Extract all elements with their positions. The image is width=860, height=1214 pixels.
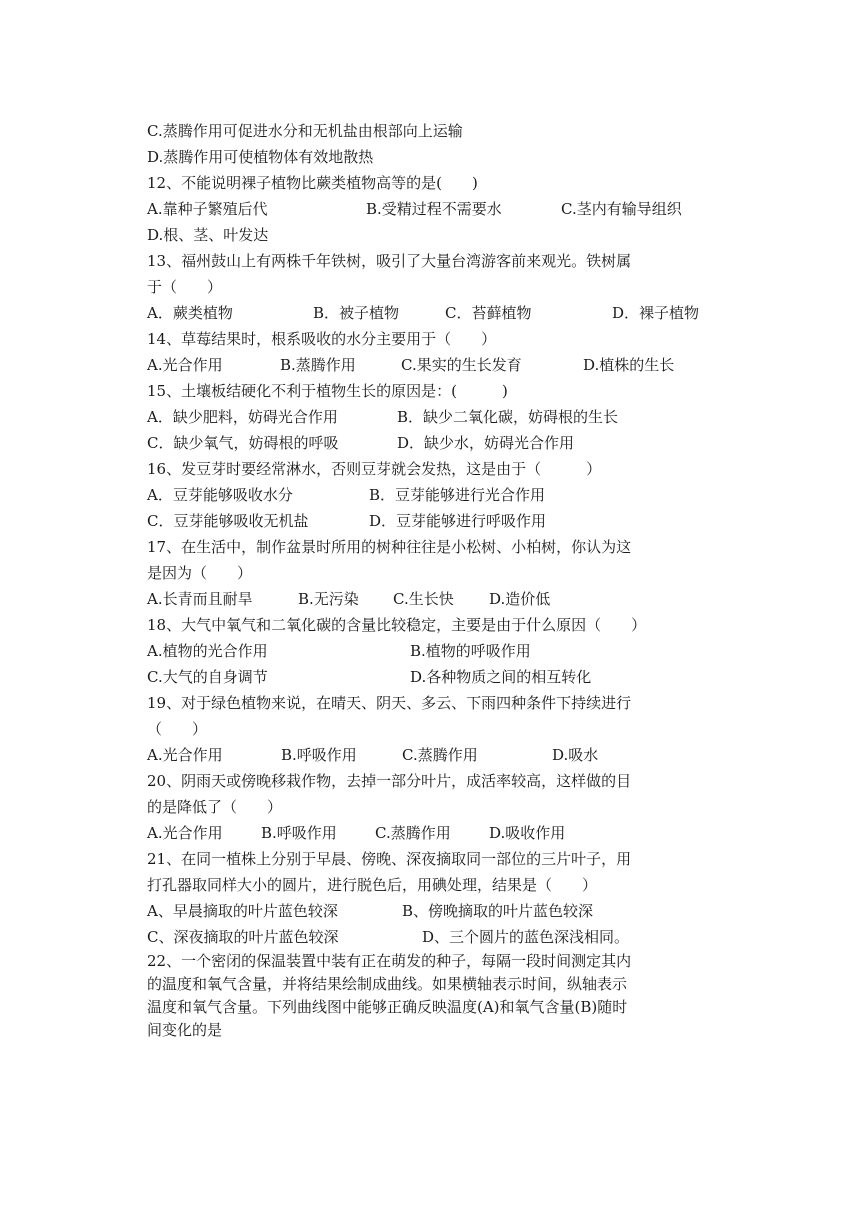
q16-options-cd-line	[147, 508, 717, 534]
q20-option-d: D.吸收作用	[489, 824, 566, 842]
q15-option-d: D．缺少水，妨碍光合作用	[397, 434, 575, 452]
q20-stem-line-2	[147, 794, 717, 820]
q19-option-d: D.吸水	[552, 746, 599, 764]
q15-option-c: C．缺少氧气，妨碍根的呼吸	[147, 434, 339, 452]
q17-option-b: B.无污染	[298, 590, 359, 608]
q16-option-d: D．豆芽能够进行呼吸作用	[369, 512, 547, 530]
worksheet-page	[147, 118, 717, 1042]
q21-option-b: B、傍晚摘取的叶片蓝色较深	[402, 902, 594, 920]
q18-option-c: C.大气的自身调节	[147, 668, 268, 686]
q11-option-d: D.蒸腾作用可使植物体有效地散热	[147, 148, 374, 166]
q15-option-b: B．缺少二氧化碳，妨碍根的生长	[397, 408, 619, 426]
q17-option-a: A.长青而且耐旱	[147, 590, 253, 608]
q13-stem-2: 于（ ）	[147, 278, 223, 296]
q12-option-b: B.受精过程不需要水	[366, 200, 502, 218]
q21-stem-line-2	[147, 872, 717, 898]
q21-stem-line-1	[147, 846, 717, 872]
q20-option-a: A.光合作用	[147, 824, 223, 842]
q21-options-ab-line	[147, 898, 717, 924]
q16-option-c: C．豆芽能够吸收无机盐	[147, 512, 309, 530]
q13-option-d: D．裸子植物	[612, 304, 700, 322]
q17-option-c: C.生长快	[393, 590, 454, 608]
q20-stem-1: 20、阴雨天或傍晚移栽作物，去掉一部分叶片，成活率较高，这样做的目	[147, 772, 632, 790]
q18-options-ab-line	[147, 638, 717, 664]
q22-stem-1: 22、一个密闭的保温装置中装有正在萌发的种子，每隔一段时间测定其内	[147, 952, 632, 970]
q11-option-d-line	[147, 144, 717, 170]
q16-option-b: B．豆芽能够进行光合作用	[369, 486, 546, 504]
q13-option-a: A．蕨类植物	[147, 304, 233, 322]
q13-option-b: B．被子植物	[313, 304, 400, 322]
q12-stem-line	[147, 170, 717, 196]
q15-stem-line	[147, 378, 717, 404]
q19-stem-1: 19、对于绿色植物来说，在晴天、阴天、多云、下雨四种条件下持续进行	[147, 694, 632, 712]
q12-stem: 12、不能说明裸子植物比蕨类植物高等的是( )	[147, 174, 478, 192]
q22-stem-4: 间变化的是	[147, 1021, 223, 1039]
q16-options-ab-line	[147, 482, 717, 508]
q18-stem: 18、大气中氧气和二氧化碳的含量比较稳定，主要是由于什么原因（ ）	[147, 616, 647, 634]
q18-stem-line	[147, 612, 717, 638]
q17-stem-line-2	[147, 560, 717, 586]
q17-stem-line-1	[147, 534, 717, 560]
q19-options-line	[147, 742, 717, 768]
q19-stem-line-1	[147, 690, 717, 716]
q20-option-b: B.呼吸作用	[261, 824, 337, 842]
q13-option-c: C．苔藓植物	[445, 304, 532, 322]
q22-stem-line-4	[147, 1019, 717, 1042]
q16-option-a: A．豆芽能够吸收水分	[147, 486, 293, 504]
q13-stem-line-1	[147, 248, 717, 274]
q11-option-c-line	[147, 118, 717, 144]
q22-stem-3: 温度和氧气含量。下列曲线图中能够正确反映温度(A)和氧气含量(B)随时	[147, 998, 628, 1016]
q21-option-d: D、三个圆片的蓝色深浅相同。	[422, 928, 630, 946]
q16-stem-line	[147, 456, 717, 482]
q13-stem-line-2	[147, 274, 717, 300]
q20-option-c: C.蒸腾作用	[375, 824, 451, 842]
q16-stem: 16、发豆芽时要经常淋水，否则豆芽就会发热，这是由于（ ）	[147, 460, 602, 478]
q17-stem-2: 是因为（ ）	[147, 564, 253, 582]
q20-stem-2: 的是降低了（ ）	[147, 798, 283, 816]
q17-options-line	[147, 586, 717, 612]
q12-option-d-line	[147, 222, 717, 248]
q17-option-d: D.造价低	[489, 590, 551, 608]
q14-options-line	[147, 352, 717, 378]
q11-option-c: C.蒸腾作用可促进水分和无机盐由根部向上运输	[147, 122, 463, 140]
q22-stem-line-2	[147, 973, 717, 996]
q14-stem: 14、草莓结果时，根系吸收的水分主要用于（ ）	[147, 330, 497, 348]
q17-stem-1: 17、在生活中，制作盆景时所用的树种往往是小松树、小柏树，你认为这	[147, 538, 632, 556]
q14-option-b: B.蒸腾作用	[280, 356, 356, 374]
q18-options-cd-line	[147, 664, 717, 690]
q15-option-a: A．缺少肥料，妨碍光合作用	[147, 408, 338, 426]
q22-stem-2: 的温度和氧气含量，并将结果绘制成曲线。如果横轴表示时间，纵轴表示	[147, 975, 628, 993]
q14-stem-line	[147, 326, 717, 352]
q19-stem-line-2	[147, 716, 717, 742]
q14-option-d: D.植株的生长	[583, 356, 675, 374]
q15-options-ab-line	[147, 404, 717, 430]
q21-option-c: C、深夜摘取的叶片蓝色较深	[147, 928, 339, 946]
q19-option-c: C.蒸腾作用	[402, 746, 478, 764]
q15-stem: 15、土壤板结硬化不利于植物生长的原因是：( )	[147, 382, 508, 400]
q21-options-cd-line	[147, 924, 717, 950]
q12-option-d: D.根、茎、叶发达	[147, 226, 269, 244]
q21-stem-1: 21、在同一植株上分别于早晨、傍晚、深夜摘取同一部位的三片叶子，用	[147, 850, 632, 868]
q21-stem-2: 打孔器取同样大小的圆片，进行脱色后，用碘处理，结果是（ ）	[147, 876, 598, 894]
q19-option-b: B.呼吸作用	[281, 746, 357, 764]
q18-option-d: D.各种物质之间的相互转化	[410, 668, 592, 686]
q12-options-line	[147, 196, 717, 222]
q21-option-a: A、早晨摘取的叶片蓝色较深	[147, 902, 338, 920]
q18-option-a: A.植物的光合作用	[147, 642, 268, 660]
q12-option-c: C.茎内有输导组织	[561, 200, 682, 218]
q15-options-cd-line	[147, 430, 717, 456]
q13-stem-1: 13、福州鼓山上有两株千年铁树，吸引了大量台湾游客前来观光。铁树属	[147, 252, 632, 270]
q14-option-c: C.果实的生长发育	[401, 356, 522, 374]
q19-stem-2: （ ）	[147, 720, 208, 738]
q12-option-a: A.靠种子繁殖后代	[147, 200, 268, 218]
q13-options-line	[147, 300, 717, 326]
q18-option-b: B.植物的呼吸作用	[410, 642, 531, 660]
q20-stem-line-1	[147, 768, 717, 794]
q20-options-line	[147, 820, 717, 846]
q22-stem-line-3	[147, 996, 717, 1019]
q22-stem-line-1	[147, 950, 717, 973]
q19-option-a: A.光合作用	[147, 746, 223, 764]
q14-option-a: A.光合作用	[147, 356, 223, 374]
